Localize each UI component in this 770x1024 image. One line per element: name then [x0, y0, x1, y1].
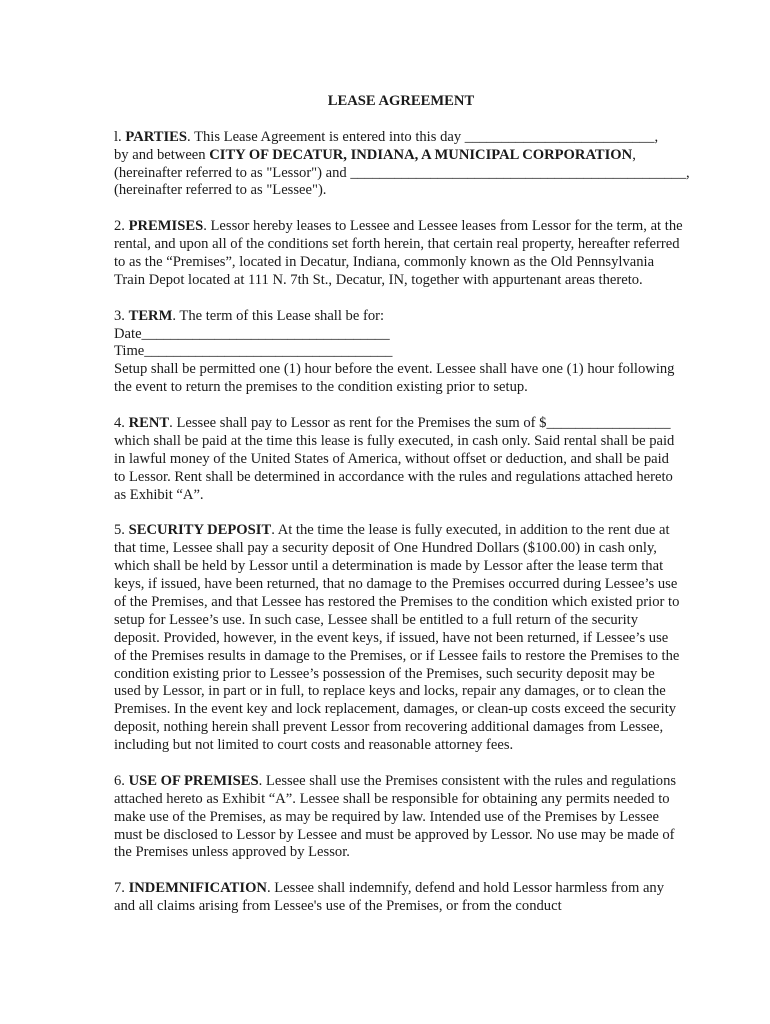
section-number: 5.	[114, 522, 129, 539]
text-run: to as the “Premises”, located in Decatur, Indiana, commonly known as the Old Pennsylvania	[114, 254, 655, 271]
text-line	[114, 827, 694, 845]
text-run: deposit. Provided, however, in the event keys, if issued, have not been returned, if Lessee’s use	[114, 629, 669, 646]
text-run: that time, Lessee shall pay a security deposit of One Hundred Dollars ($100.00) in cash only,	[114, 540, 657, 557]
text-run: Train Depot located at 111 N. 7th St., Decatur, IN, together with appurtenant areas thereto.	[114, 271, 643, 288]
text-run: ,	[632, 146, 636, 163]
text-run: rental, and upon all of the conditions set forth herein, that certain real property, hereafter referred	[114, 236, 680, 253]
text-line	[114, 809, 694, 827]
text-run: of the Premises, and that Lessee has restored the Premises to the condition which existed prior to	[114, 593, 680, 610]
text-line	[114, 522, 694, 540]
text-line	[114, 630, 694, 648]
text-line	[114, 487, 694, 505]
text-run: setup for Lessee’s use. In such case, Lessee shall be entitled to a full return of the security	[114, 611, 638, 628]
section-number: 6.	[114, 772, 129, 789]
section-number: l.	[114, 128, 126, 145]
section-heading: PARTIES	[125, 128, 188, 145]
text-run: used by Lessor, in part or in full, to replace keys and locks, repair any damages, or to clean the	[114, 683, 666, 700]
text-line	[114, 326, 694, 344]
text-line	[114, 540, 694, 558]
text-run: attached hereto as Exhibit “A”. Lessee shall be responsible for obtaining any permits needed to	[114, 790, 670, 807]
text-line	[114, 182, 694, 200]
section-number: 2.	[114, 218, 129, 235]
text-line	[114, 361, 694, 379]
text-line	[114, 576, 694, 594]
section-heading: INDEMNIFICATION	[128, 880, 267, 897]
text-run: and all claims arising from Lessee's use of the Premises, or from the conduct	[114, 898, 562, 915]
text-line	[114, 683, 694, 701]
text-run: deposit, nothing herein shall prevent Lessor from recovering additional damages from Lessee,	[114, 719, 664, 736]
text-line	[114, 379, 694, 397]
section-premises	[114, 218, 694, 290]
text-line	[114, 451, 694, 469]
text-line	[114, 433, 694, 451]
text-line	[114, 791, 694, 809]
document-body	[114, 129, 694, 916]
text-run: which shall be paid at the time this lease is fully executed, in cash only. Said rental shall be paid	[114, 432, 675, 449]
section-number: 7.	[114, 880, 129, 897]
text-run: . The term of this Lease shall be for:	[172, 307, 385, 324]
text-run: to Lessor. Rent shall be determined in accordance with the rules and regulations attached hereto	[114, 468, 673, 485]
text-line	[114, 648, 694, 666]
section-term	[114, 308, 694, 397]
text-run: of the Premises results in damage to the Premises, or if Lessee fails to restore the Premises to the	[114, 647, 680, 664]
text-line	[114, 594, 694, 612]
text-line	[114, 272, 694, 290]
document-title: LEASE AGREEMENT	[327, 93, 475, 109]
text-run: . Lessee shall indemnify, defend and hold Lessor harmless from any	[266, 880, 665, 897]
text-line	[114, 415, 694, 433]
section-heading: SECURITY DEPOSIT	[128, 522, 272, 539]
text-run: which shall be held by Lessor until a determination is made by Lessor after the lease term that	[114, 558, 664, 575]
text-run: Date__________________________________	[114, 325, 390, 342]
section-use-of-premises	[114, 773, 694, 862]
text-run: . Lessor hereby leases to Lessee and Lessee leases from Lessor for the term, at the	[203, 218, 683, 235]
text-line	[114, 719, 694, 737]
text-run: as Exhibit “A”.	[114, 486, 204, 503]
section-heading: TERM	[128, 307, 173, 324]
text-run: . Lessee shall pay to Lessor as rent for the Premises the sum of $_________________	[169, 415, 671, 432]
section-indemnification	[114, 880, 694, 916]
text-line	[114, 308, 694, 326]
text-run: must be disclosed to Lessor by Lessee and must be approved by Lessor. No use may be made of	[114, 826, 675, 843]
section-number: 3.	[114, 307, 129, 324]
text-line	[114, 898, 694, 916]
text-line	[114, 737, 694, 755]
text-line	[114, 469, 694, 487]
text-run: in lawful money of the United States of America, without offset or deduction, and shall be paid	[114, 450, 669, 467]
text-line	[114, 129, 694, 147]
text-line	[114, 773, 694, 791]
text-line	[114, 844, 694, 862]
text-run: keys, if issued, have been returned, that no damage to the Premises occurred during Lessee’s use	[114, 576, 678, 593]
section-heading: PREMISES	[128, 218, 204, 235]
text-run: the Premises unless approved by Lessor.	[114, 844, 350, 861]
text-line	[114, 612, 694, 630]
text-line	[114, 701, 694, 719]
text-run: . Lessee shall use the Premises consistent with the rules and regulations	[258, 772, 677, 789]
section-heading: RENT	[128, 415, 170, 432]
text-run: make use of the Premises, as may be required by law. Intended use of the Premises by Lessee	[114, 808, 659, 825]
text-run: (hereinafter referred to as "Lessor") and ______________________________________________,	[114, 164, 690, 181]
text-run: by and between	[114, 146, 210, 163]
text-line	[114, 165, 694, 183]
text-line	[114, 147, 694, 165]
text-line	[114, 218, 694, 236]
text-run: condition existing prior to Lessee’s possession of the Premises, such security deposit may be	[114, 665, 655, 682]
section-heading: USE OF PREMISES	[128, 772, 259, 789]
text-run: . At the time the lease is fully executed, in addition to the rent due at	[271, 522, 670, 539]
text-run: Time__________________________________	[114, 343, 393, 360]
section-security-deposit	[114, 522, 694, 755]
text-run: (hereinafter referred to as "Lessee").	[114, 182, 327, 199]
text-line	[114, 254, 694, 272]
section-rent	[114, 415, 694, 504]
text-run: . This Lease Agreement is entered into this day __________________________,	[187, 128, 659, 145]
text-line	[114, 343, 694, 361]
text-line	[114, 558, 694, 576]
bold-text: CITY OF DECATUR, INDIANA, A MUNICIPAL CORPORATION	[209, 146, 633, 163]
section-parties	[114, 129, 694, 201]
text-line	[114, 236, 694, 254]
text-run: Setup shall be permitted one (1) hour before the event. Lessee shall have one (1) hour following	[114, 361, 675, 378]
lease-document	[114, 93, 694, 934]
text-line	[114, 880, 694, 898]
text-run: the event to return the premises to the condition existing prior to setup.	[114, 379, 528, 396]
section-number: 4.	[114, 415, 129, 432]
text-line	[114, 666, 694, 684]
text-run: including but not limited to court costs and reasonable attorney fees.	[114, 737, 514, 754]
text-run: Premises. In the event key and lock replacement, damages, or clean-up costs exceed the security	[114, 701, 677, 718]
